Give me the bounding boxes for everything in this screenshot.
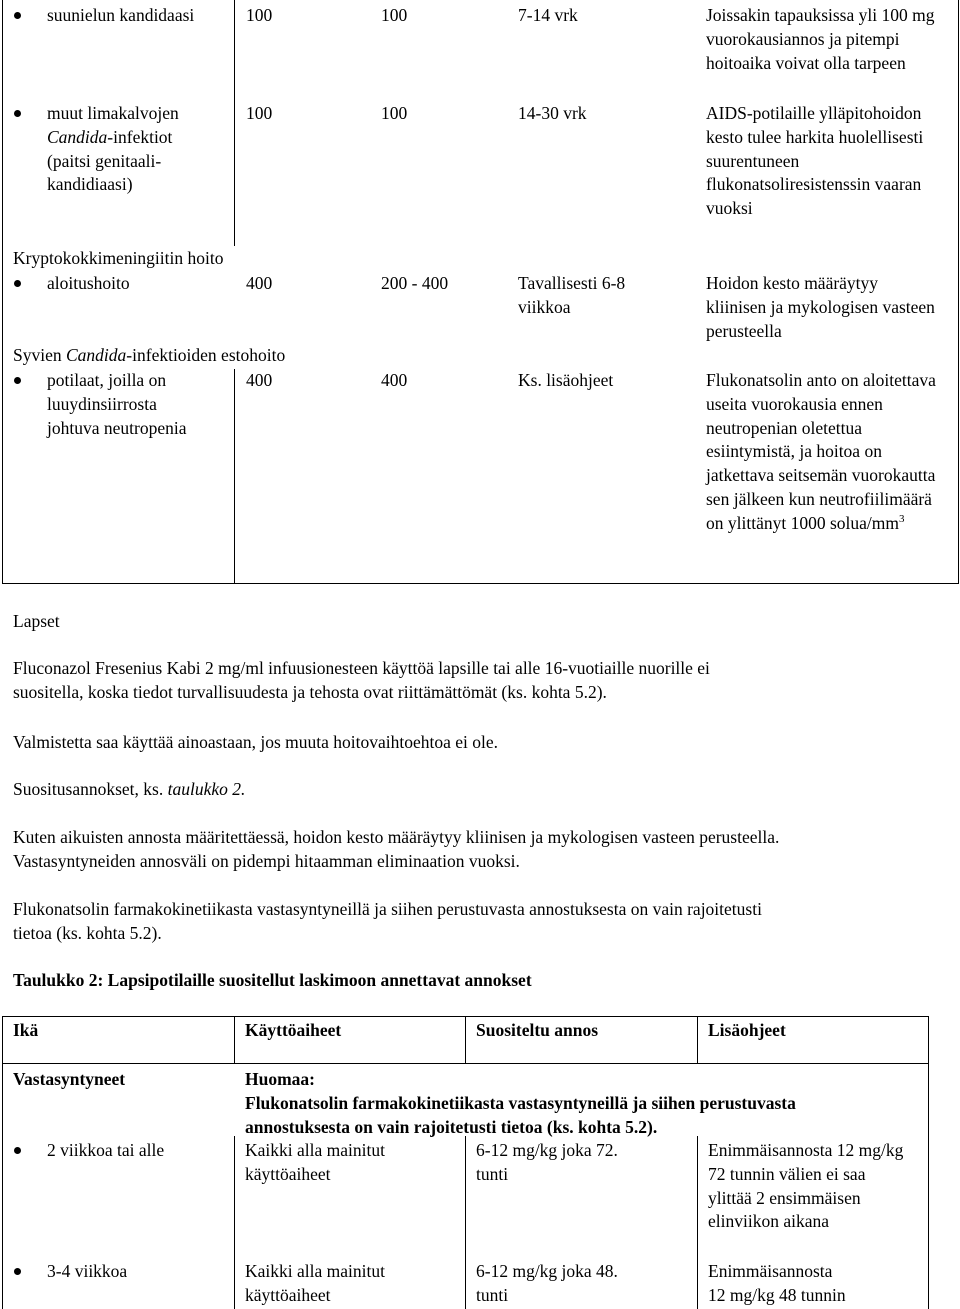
age-cell: 3-4 viikkoa xyxy=(47,1261,128,1281)
table2-col-divider xyxy=(234,1016,235,1064)
dose-cell: 100 xyxy=(381,5,408,25)
newborn-label: Vastasyntyneet xyxy=(13,1069,126,1089)
table2-header-notes: Lisäohjeet xyxy=(708,1020,786,1040)
paragraph: Suositusannokset, ks. taulukko 2. xyxy=(13,779,246,799)
table2-col-divider xyxy=(697,1136,698,1309)
notes-cell: Joissakin tapauksissa yli 100 mg vuorokausiannos ja pitempi hoitoaika voivat olla tarpeen xyxy=(706,5,935,73)
use-cell: Kaikki alla mainitut käyttöaiheet xyxy=(245,1140,385,1184)
bullet xyxy=(14,377,21,384)
table1-col-divider xyxy=(234,369,235,584)
indication-cell: aloitushoito xyxy=(47,273,130,293)
duration-cell: Ks. lisäohjeet xyxy=(518,370,614,390)
dose-cell: 400 xyxy=(381,370,408,390)
table2-col-divider xyxy=(234,1136,235,1309)
bullet xyxy=(14,1147,21,1154)
use-cell: Kaikki alla mainitut käyttöaiheet xyxy=(245,1261,385,1305)
notes-cell: Flukonatsolin anto on aloitettava useita vuorokausia ennen neutropenian oletettua esiintymistä, ja hoitoa on jatkettava seitsemän vuorokautta sen jälkeen kun neutrofiilimäärä on ylittänyt 1000 solua/$mm^3$ xyxy=(706,370,936,533)
table2-header-age: Ikä xyxy=(13,1020,39,1040)
table2-title: Taulukko 2: Lapsipotilaille suositellut laskimoon annettavat annokset xyxy=(13,970,532,990)
table2-header-indications: Käyttöaiheet xyxy=(245,1020,342,1040)
bullet xyxy=(14,12,21,19)
table1-right-border xyxy=(958,0,959,584)
dose-cell: 100 xyxy=(246,5,273,25)
bullet xyxy=(14,110,21,117)
notes-cell: AIDS-potilaille ylläpitohoidon kesto tulee harkita huolellisesti suurentuneen flukonatsoliresistenssin vaaran vuoksi xyxy=(706,103,924,219)
duration-cell: 7-14 vrk xyxy=(518,5,578,25)
section-heading: Kryptokokkimeningiitin hoito xyxy=(13,248,224,268)
table2-col-divider xyxy=(465,1136,466,1309)
notes-cell: Enimmäisannosta 12 mg/kg 48 tunnin xyxy=(708,1261,846,1305)
dose-cell: 6-12 mg/kg joka 72. tunti xyxy=(476,1140,618,1184)
table1-col-divider xyxy=(234,0,235,246)
newborn-note: Huomaa: Flukonatsolin farmakokinetiikasta vastasyntyneillä ja siihen perustuvasta annostuksesta on vain rajoitetusti tietoa (ks. kohta 5.2). xyxy=(245,1069,796,1137)
table2-header-dose: Suositeltu annos xyxy=(476,1020,599,1040)
dose-cell: 100 xyxy=(381,103,408,123)
notes-cell: Hoidon kesto määräytyy kliinisen ja mykologisen vasteen perusteella xyxy=(706,273,935,341)
table2-left-border xyxy=(2,1016,3,1309)
dose-cell: 100 xyxy=(246,103,273,123)
table1-bottom-border xyxy=(2,583,959,584)
paragraph: Valmistetta saa käyttää ainoastaan, jos muuta hoitovaihtoehtoa ei ole. xyxy=(13,732,498,752)
indication-cell: suunielun kandidaasi xyxy=(47,5,195,25)
indication-cell: potilaat, joilla on luuydinsiirrosta johtuva neutropenia xyxy=(47,370,187,438)
dose-cell: 6-12 mg/kg joka 48. tunti xyxy=(476,1261,618,1305)
subheading-lapset: Lapset xyxy=(13,611,60,631)
table2-right-border xyxy=(928,1016,929,1309)
duration-cell: Tavallisesti 6-8 viikkoa xyxy=(518,273,626,317)
section-heading: Syvien Candida-infektioiden estohoito xyxy=(13,345,286,365)
dose-cell: 400 xyxy=(246,370,273,390)
indication-cell: muut limakalvojen Candida-infektiot (paitsi genitaali- kandidiaasi) xyxy=(47,103,179,195)
paragraph: Fluconazol Fresenius Kabi 2 mg/ml infuusionesteen käyttöä lapsille tai alle 16-vuotiaille nuorille ei suositella, koska tiedot turvallisuudesta ja tehosta ovat riittämättömät (ks. kohta 5.2). xyxy=(13,658,710,702)
paragraph: Kuten aikuisten annosta määritettäessä, hoidon kesto määräytyy kliinisen ja mykologisen vasteen perusteella. Vastasyntyneiden annosväli on pidempi hitaamman eliminaation vuoksi. xyxy=(13,827,780,871)
dose-cell: 200 - 400 xyxy=(381,273,449,293)
notes-cell: Enimmäisannosta 12 mg/kg 72 tunnin välien ei saa ylittää 2 ensimmäisen elinviikon aikana xyxy=(708,1140,904,1232)
table2-col-divider xyxy=(697,1016,698,1064)
superscript: 3 xyxy=(898,512,905,525)
bullet xyxy=(14,1268,21,1275)
table1-left-border xyxy=(2,0,3,584)
age-cell: 2 viikkoa tai alle xyxy=(47,1140,165,1160)
table2-col-divider xyxy=(465,1016,466,1064)
dose-cell: 400 xyxy=(246,273,273,293)
duration-cell: 14-30 vrk xyxy=(518,103,587,123)
paragraph: Flukonatsolin farmakokinetiikasta vastasyntyneillä ja siihen perustuvasta annostuksesta on vain rajoitetusti tietoa (ks. kohta 5.2). xyxy=(13,899,762,943)
bullet xyxy=(14,280,21,287)
